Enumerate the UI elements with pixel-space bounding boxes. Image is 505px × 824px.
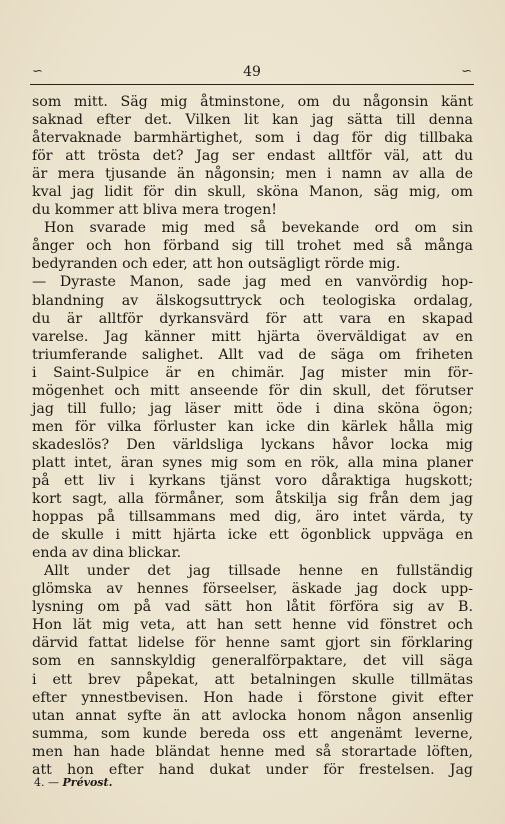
text-line: Hon svarade mig med så bevekande ord om sin [44,220,473,237]
header-ornament-left-icon: ∽ [32,64,43,79]
text-line: därvid fattat lidelse för henne samt gjort sin förklaring [32,635,473,652]
text-line: glömska av hennes förseelser, äskade jag dock upp- [32,581,473,598]
signature-number: 4. — [34,776,59,789]
text-line: i ett brev påpekat, att betalningen skulle tillmätas [32,671,473,688]
text-line: men han hade bländat henne med så storartade löften, [32,743,473,760]
running-header [30,63,474,81]
text-line: skadeslös? Den världsliga lyckans håvor locka mig [32,436,473,453]
text-line: ånger och hon förband sig till trohet med så många [32,238,473,255]
text-line: bedyranden och eder, att hon outsägligt rörde mig. [32,256,401,273]
text-line: enda av dina blickar. [32,545,182,562]
text-line: varelse. Jag känner mitt hjärta överväldigat av en [32,328,473,345]
signature-name: Prévost. [62,776,113,789]
text-line: Hon lät mig veta, att han sett henne vid fönstret och [32,617,473,634]
text-line: efter ynnestbevisen. Hon hade i förstone givit efter [32,689,473,706]
text-line: hoppas på tillsammans med dig, äro intet värda, ty [32,509,473,526]
text-line: summa, som kunde bereda oss ett angenämt leverne, [32,725,473,742]
text-line: är mera tjusande än någonsin; men i namn av alla de [32,166,473,183]
page-number: 49 [243,64,261,80]
text-line: platt intet, äran synes mig som en rök, alla mina planer [32,454,473,471]
text-line: men för vilka förluster kan icke din kärlek hålla mig [32,418,473,435]
text-line: saknad efter det. Vilken lit kan jag sätta till denna [32,112,473,129]
text-line: som en sannskyldig generalförpaktare, det vill säga [32,653,473,670]
header-rule [30,84,474,85]
text-line: — Dyraste Manon, sade jag med en vanvördig hop- [32,274,473,291]
text-line: på ett liv i kyrkans tjänst voro dåraktiga hugskott; [32,472,473,489]
text-line: kort sagt, alla förmåner, som åtskilja sig från dem jag [32,491,473,508]
text-line: du kommer att bliva mera trogen! [32,202,277,219]
text-line: mögenhet och mitt anseende för din skull, det förutser [32,382,473,399]
text-line: Allt under det jag tillsade henne en fullständig [44,563,473,580]
text-line: lysning om på vad sätt hon låtit förföra sig av B. [32,599,473,616]
text-line: i Saint-Sulpice är en chimär. Jag mister min för- [32,364,473,381]
body-text [32,93,473,779]
text-line: kval jag lidit för din skull, sköna Manon, säg mig, om [32,184,473,201]
text-line: att hon efter hand dukat under för frestelsen. Jag [32,761,473,778]
text-line: återvaknade barmhärtighet, som i dag för dig tillbaka [32,130,473,147]
printer-signature [34,776,112,790]
text-line: utan annat syfte än att avlocka honom någon ansenlig [32,707,473,724]
text-line: jag till fullo; jag läser mitt öde i dina sköna ögon; [32,400,473,417]
header-ornament-right-icon: ∽ [461,64,472,79]
text-line: som mitt. Säg mig åtminstone, om du någonsin känt [32,94,473,110]
text-line: du är alltför dyrkansvärd för att vara en skapad [32,310,473,327]
text-line: blandning av älskogsuttryck och teologiska ordalag, [32,292,473,309]
text-line: för att trösta det? Jag ser endast alltför väl, att du [32,148,473,165]
text-line: de skulle i mitt hjärta icke ett ögonblick uppväga en [32,527,473,544]
text-line: triumferande salighet. Allt vad de säga om friheten [32,346,473,363]
